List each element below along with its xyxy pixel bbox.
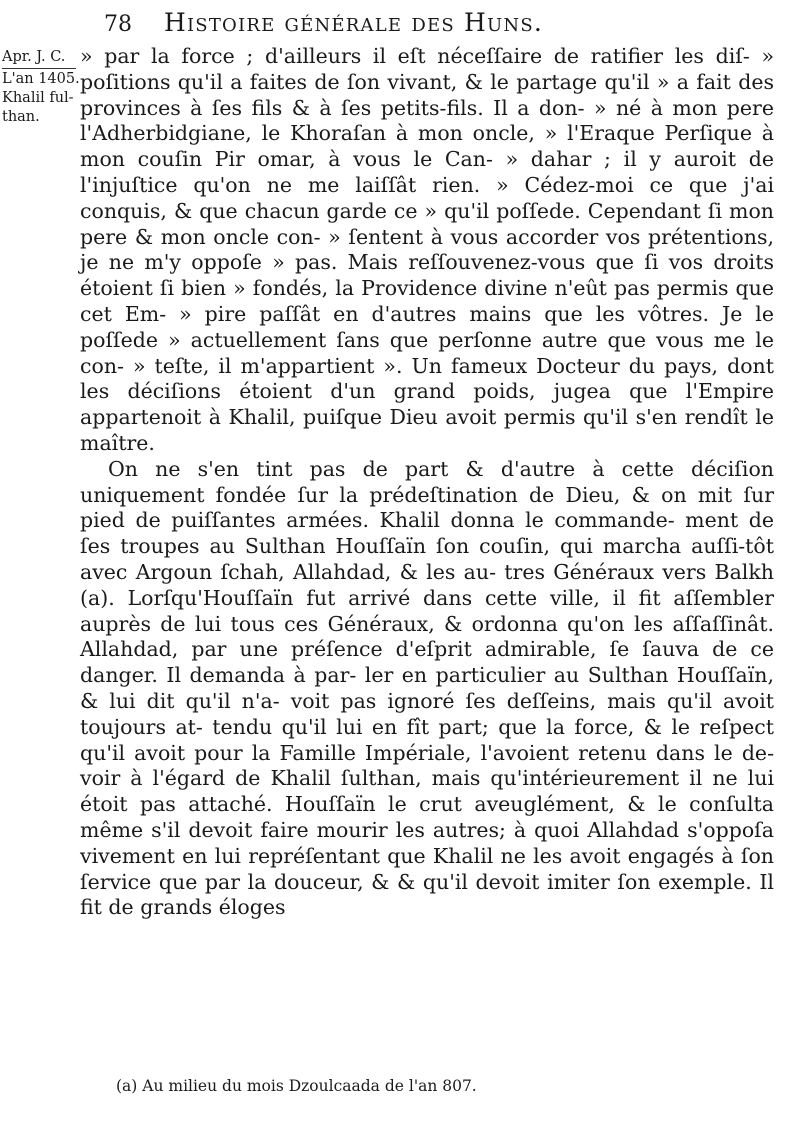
running-head: [104, 8, 704, 38]
page-number: 78: [104, 12, 132, 37]
margin-year: L'an 1405.: [2, 71, 80, 87]
margin-note: [2, 48, 80, 127]
margin-era: Apr. J. C.: [2, 48, 76, 69]
margin-name-line1: Khalil ful-: [2, 90, 74, 106]
margin-name-line2: than.: [2, 109, 40, 125]
paragraph-2: On ne s'en tint pas de part & d'autre à cette déciſion uniquement fondée ſur la prédeſtination de Dieu, & on mit ſur pied de puiſſantes armées. Khalil donna le commande- ment de ſes troupes au Sulthan Houſſaïn ſon couſin, qui marcha auſſi-tôt avec Argoun ſchah, Allahdad, & les au- tres Généraux vers Balkh (a). Lorſqu'Houſſaïn fut arrivé dans cette ville, il fit aſſembler auprès de lui tous ces Généraux, & ordonna qu'on les aſſaſſinât. Allahdad, par une préſence d'eſprit admirable, ſe ſauva de ce danger. Il demanda à par- ler en particulier au Sulthan Houſſaïn, & lui dit qu'il n'a- voit pas ignoré ſes deſſeins, mais qu'il avoit toujours at- tendu qu'il lui en fît part; que la force, & le reſpect qu'il avoit pour la Famille Impériale, l'avoient retenu dans le de- voir à l'égard de Khalil ſulthan, mais qu'intérieurement il ne lui étoit pas attaché. Houſſaïn le crut aveuglément, & le conſulta même s'il devoit faire mourir les autres; à quoi Allahdad s'oppoſa vivement en lui repréſentant que Khalil ne les avoit engagés à ſon ſervice que par la douceur, & & qu'il devoit imiter ſon exemple. Il fit de grands éloges: [80, 456, 774, 920]
page-title: Histoire générale des Huns.: [164, 8, 544, 37]
paragraph-1: » par la force ; d'ailleurs il eſt néceſſaire de ratifier les diſ- » poſitions qu'il a faites de ſon vivant, & le partage qu'il » a fait des provinces à ſes fils & à ſes petits-fils. Il a don- » né à mon pere l'Adherbidgiane, le Khoraſan à mon oncle, » l'Eraque Perſique à mon couſin Pir omar, à vous le Can- » dahar ; il y auroit de l'injuſtice qu'on ne me laiſſât rien. » Cédez-moi ce que j'ai conquis, & que chacun garde ce » qu'il poſſede. Cependant ſi mon pere & mon oncle con- » ſentent à vous accorder vos prétentions, je ne m'y oppoſe » pas. Mais reſſouvenez-vous que ſi vos droits étoient ſi bien » fondés, la Providence divine n'eût pas permis que cet Em- » pire paſſât en d'autres mains que les vôtres. Je le poſſede » actuellement ſans que perſonne autre que vous me le con- » teſte, il m'appartient ». Un fameux Docteur du pays, dont les déciſions étoient d'un grand poids, jugea que l'Empire appartenoit à Khalil, puiſque Dieu avoit permis qu'il s'en rendît le maître.: [80, 44, 774, 455]
main-text: [80, 44, 774, 921]
footnote: (a) Au milieu du mois Dzoulcaada de l'an 807.: [116, 1077, 477, 1095]
